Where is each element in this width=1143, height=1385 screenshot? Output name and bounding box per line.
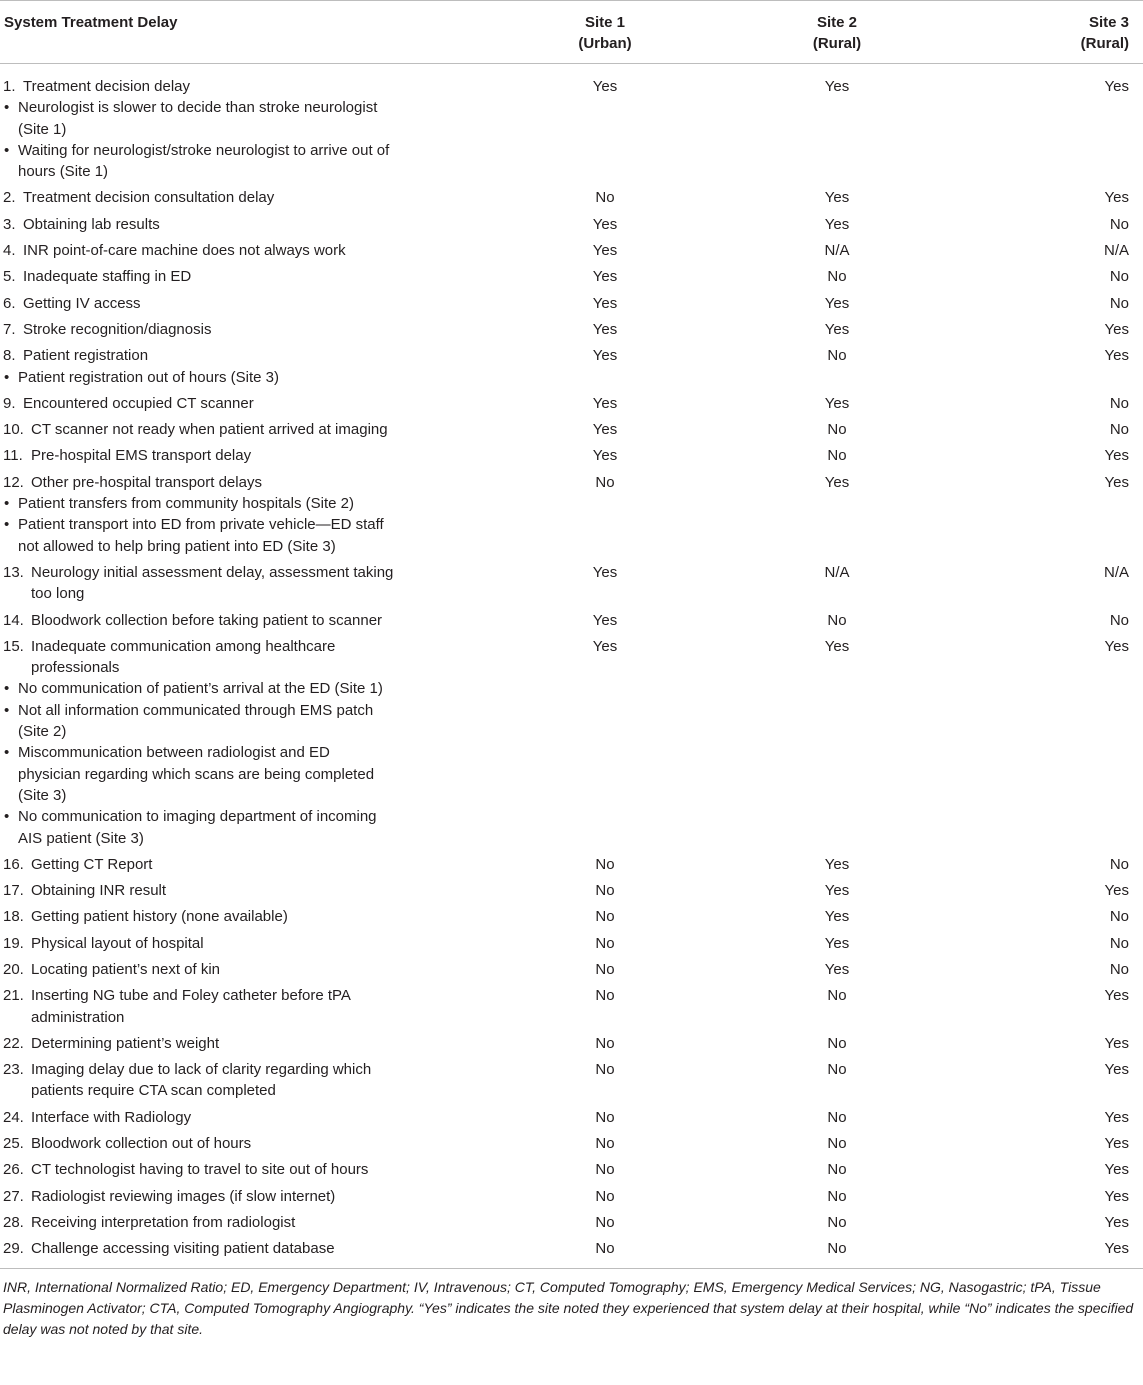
site-1-value: No: [595, 908, 615, 926]
bullet-text: Patient registration out of hours (Site 3): [18, 368, 279, 386]
delay-cell: [0, 293, 455, 319]
item-number: 18.: [3, 908, 24, 926]
site-1-value: Yes: [592, 637, 618, 655]
site-2-value: No: [827, 1213, 847, 1231]
table-row: [0, 240, 1143, 266]
table-row: [0, 1133, 1143, 1159]
site-1-value: Yes: [592, 268, 618, 286]
site-3-value: No: [1109, 215, 1129, 233]
bullet-item: [3, 493, 395, 514]
item-number: 28.: [3, 1213, 24, 1231]
bullet-icon: •: [4, 680, 10, 698]
delay-item: [3, 266, 395, 287]
item-text: Determining patient’s weight: [31, 1034, 220, 1052]
delay-item: [3, 985, 395, 1028]
item-number: 4.: [3, 242, 16, 260]
site-3-value: Yes: [1104, 189, 1129, 207]
table-row: [0, 1186, 1143, 1212]
item-text: Stroke recognition/diagnosis: [23, 320, 212, 338]
table-row: [0, 636, 1143, 854]
delay-item: [3, 906, 395, 927]
table-row: [0, 1159, 1143, 1185]
item-number: 7.: [3, 320, 16, 338]
item-text: Locating patient’s next of kin: [31, 960, 221, 978]
delay-item: [3, 636, 395, 679]
site-1-value: Yes: [592, 242, 618, 260]
bullet-icon: •: [4, 744, 10, 762]
delay-cell: [0, 959, 455, 985]
delay-cell: [0, 1186, 455, 1212]
delay-item: [3, 880, 395, 901]
site-1-value: Yes: [592, 320, 618, 338]
bullet-list: [3, 678, 395, 848]
delay-item: [3, 854, 395, 875]
delay-cell: [0, 345, 455, 393]
item-text: Obtaining INR result: [31, 882, 167, 900]
site-2-value: Yes: [824, 78, 850, 95]
site-2-value: No: [827, 1187, 847, 1205]
site-1-value: No: [595, 1061, 615, 1079]
table-row: [0, 64, 1143, 187]
delay-item: [3, 293, 395, 314]
table-row: [0, 345, 1143, 393]
delay-item: [3, 1133, 395, 1154]
table-row: [0, 1107, 1143, 1133]
item-number: 26.: [3, 1161, 24, 1179]
site-2-value: No: [827, 987, 847, 1005]
bullet-icon: •: [4, 516, 10, 534]
delay-item: [3, 319, 395, 340]
site-2-value: No: [827, 447, 847, 465]
item-text: CT scanner not ready when patient arrived at imaging: [31, 421, 388, 439]
delay-item: [3, 240, 395, 261]
header-site-1: Site 1 (Urban): [578, 14, 632, 52]
site-3-value: Yes: [1104, 1187, 1129, 1205]
bullet-list: [3, 493, 395, 557]
site-2-value: No: [827, 268, 847, 286]
site-2-value: No: [827, 1034, 847, 1052]
delay-item: [3, 345, 395, 366]
table-row: [0, 1033, 1143, 1059]
bullet-text: No communication to imaging department of incoming AIS patient (Site 3): [18, 808, 377, 847]
site-1-value: No: [595, 960, 615, 978]
site-2-value: Yes: [824, 882, 850, 900]
item-text: Radiologist reviewing images (if slow internet): [31, 1187, 336, 1205]
site-2-value: No: [827, 611, 847, 629]
item-number: 29.: [3, 1240, 24, 1258]
table-row: [0, 419, 1143, 445]
site-3-value: N/A: [1103, 563, 1129, 581]
site-1-value: No: [595, 1135, 615, 1153]
item-number: 17.: [3, 882, 24, 900]
table-row: [0, 1059, 1143, 1107]
site-3-value: No: [1109, 855, 1129, 873]
table-row: [0, 445, 1143, 471]
bullet-list: [3, 97, 395, 182]
bullet-text: Patient transfers from community hospitals (Site 2): [18, 495, 354, 513]
site-3-value: Yes: [1104, 447, 1129, 465]
site-3-value: No: [1109, 294, 1129, 312]
site-3-value: Yes: [1104, 1061, 1129, 1079]
item-number: 6.: [3, 294, 16, 312]
table-row: [0, 266, 1143, 292]
site-1-value: No: [595, 1187, 615, 1205]
item-text: INR point-of-care machine does not always work: [23, 242, 346, 260]
bullet-item: [3, 700, 395, 743]
delay-item: [3, 1107, 395, 1128]
bullet-text: No communication of patient’s arrival at the ED (Site 1): [18, 680, 383, 698]
table-row: [0, 562, 1143, 610]
delay-cell: [0, 880, 455, 906]
bullet-item: [3, 367, 395, 388]
delay-cell: [0, 906, 455, 932]
delay-item: [3, 1059, 395, 1102]
item-text: Physical layout of hospital: [31, 934, 204, 952]
delay-cell: [0, 472, 455, 562]
item-text: Receiving interpretation from radiologist: [31, 1213, 296, 1231]
delay-item: [3, 393, 395, 414]
site-2-value: No: [827, 347, 847, 365]
site-1-value: Yes: [592, 347, 618, 365]
delay-item: [3, 214, 395, 235]
item-text: Other pre-hospital transport delays: [31, 473, 262, 491]
site-2-value: Yes: [824, 934, 850, 952]
delay-cell: [0, 393, 455, 419]
site-2-value: No: [827, 1135, 847, 1153]
table-row: [0, 959, 1143, 985]
delay-item: [3, 187, 395, 208]
site-2-value: Yes: [824, 855, 850, 873]
site-1-value: Yes: [592, 563, 618, 581]
item-text: Bloodwork collection before taking patient to scanner: [31, 611, 383, 629]
item-number: 22.: [3, 1034, 24, 1052]
site-1-value: No: [595, 473, 615, 491]
table-row: [0, 610, 1143, 636]
site-2-value: Yes: [824, 215, 850, 233]
site-3-value: No: [1109, 934, 1129, 952]
bullet-text: Waiting for neurologist/stroke neurologist to arrive out of hours (Site 1): [18, 141, 390, 181]
delay-cell: [0, 985, 455, 1033]
item-number: 19.: [3, 934, 24, 952]
bullet-icon: •: [4, 99, 10, 117]
site-1-value: No: [595, 855, 615, 873]
delay-item: [3, 610, 395, 631]
item-text: Challenge accessing visiting patient database: [31, 1240, 335, 1258]
site-2-value: Yes: [824, 394, 850, 412]
delay-cell: [0, 1033, 455, 1059]
site-3-value: No: [1109, 960, 1129, 978]
delay-item: [3, 1238, 395, 1259]
bullet-item: [3, 806, 395, 849]
delay-item: [3, 445, 395, 466]
item-number: 23.: [3, 1061, 24, 1079]
item-text: Inserting NG tube and Foley catheter before tPA administration: [31, 987, 351, 1026]
site-2-value: Yes: [824, 637, 850, 655]
site-1-value: No: [595, 1213, 615, 1231]
site-3-value: No: [1109, 908, 1129, 926]
site-3-value: N/A: [1103, 242, 1129, 260]
site-2-value: No: [827, 1061, 847, 1079]
bullet-text: Miscommunication between radiologist and ED physician regarding which scans are being completed (Site 3): [18, 744, 375, 804]
item-text: Inadequate communication among healthcare professionals: [31, 637, 336, 677]
delay-cell: [0, 319, 455, 345]
item-number: 27.: [3, 1187, 24, 1205]
site-2-value: N/A: [824, 563, 850, 581]
delay-cell: [0, 1159, 455, 1185]
delay-cell: [0, 266, 455, 292]
item-text: CT technologist having to travel to site out of hours: [31, 1161, 369, 1179]
site-3-value: Yes: [1104, 1161, 1129, 1179]
table-row: [0, 906, 1143, 932]
site-1-value: No: [595, 987, 615, 1005]
site-2-value: No: [827, 421, 847, 439]
header-delay: System Treatment Delay: [4, 14, 178, 31]
item-text: Bloodwork collection out of hours: [31, 1135, 252, 1153]
delay-item: [3, 419, 395, 440]
item-text: Patient registration: [23, 347, 149, 365]
site-1-value: Yes: [592, 294, 618, 312]
site-3-value: Yes: [1104, 78, 1129, 95]
bullet-item: [3, 678, 395, 699]
site-1-value: Yes: [592, 78, 618, 95]
site-2-value: Yes: [824, 473, 850, 491]
item-text: Neurology initial assessment delay, assessment taking too long: [31, 563, 394, 603]
delay-item: [3, 1186, 395, 1207]
table-row: [0, 472, 1143, 562]
delay-cell: [0, 636, 455, 854]
bullet-list: [3, 367, 395, 388]
table-row: [0, 187, 1143, 213]
item-number: 15.: [3, 637, 24, 655]
site-2-value: No: [827, 1161, 847, 1179]
item-number: 16.: [3, 855, 24, 873]
item-text: Getting patient history (none available): [31, 908, 288, 926]
delay-item: [3, 1033, 395, 1054]
item-text: Getting IV access: [23, 294, 141, 312]
table-row: [0, 393, 1143, 419]
item-text: Getting CT Report: [31, 855, 153, 873]
site-1-value: No: [595, 1034, 615, 1052]
table-row: [0, 293, 1143, 319]
delay-cell: [0, 64, 455, 187]
delay-cell: [0, 419, 455, 445]
delay-item: [3, 933, 395, 954]
site-2-value: N/A: [824, 242, 850, 260]
header-site-3: Site 3 (Rural): [1080, 14, 1129, 52]
bullet-text: Patient transport into ED from private vehicle—ED staff not allowed to help bring patient into ED (Site 3): [18, 516, 384, 555]
table-row: [0, 214, 1143, 240]
delay-item: [3, 472, 395, 493]
item-number: 25.: [3, 1135, 24, 1153]
bullet-item: [3, 742, 395, 806]
site-2-value: No: [827, 1240, 847, 1258]
bullet-icon: •: [4, 368, 10, 386]
site-2-value: Yes: [824, 189, 850, 207]
site-3-value: Yes: [1104, 320, 1129, 338]
bullet-item: [3, 140, 395, 183]
table-row: [0, 1212, 1143, 1238]
site-1-value: Yes: [592, 447, 618, 465]
table-row: [0, 319, 1143, 345]
item-number: 9.: [3, 394, 16, 412]
table-row: [0, 880, 1143, 906]
site-3-value: Yes: [1104, 1034, 1129, 1052]
delay-cell: [0, 1238, 455, 1267]
item-number: 13.: [3, 563, 24, 581]
item-number: 5.: [3, 268, 16, 286]
item-text: Imaging delay due to lack of clarity regarding which patients require CTA scan completed: [31, 1061, 372, 1100]
item-text: Interface with Radiology: [31, 1108, 192, 1126]
bullet-text: Neurologist is slower to decide than stroke neurologist (Site 1): [18, 99, 378, 138]
site-2-value: Yes: [824, 320, 850, 338]
site-1-value: Yes: [592, 215, 618, 233]
delay-item: [3, 1212, 395, 1233]
bullet-icon: •: [4, 701, 10, 719]
site-3-value: No: [1109, 421, 1129, 439]
site-1-value: Yes: [592, 421, 618, 439]
item-text: Pre-hospital EMS transport delay: [31, 447, 252, 465]
site-3-value: Yes: [1104, 347, 1129, 365]
table-row: [0, 1238, 1143, 1267]
item-number: 12.: [3, 473, 24, 491]
delay-cell: [0, 933, 455, 959]
item-number: 2.: [3, 189, 16, 207]
bullet-icon: •: [4, 495, 10, 513]
site-3-value: No: [1109, 394, 1129, 412]
bullet-item: [3, 514, 395, 557]
footnote: INR, International Normalized Ratio; ED, Emergency Department; IV, Intravenous; CT, Computed Tomography; EMS, Emergency Medical Services; NG, Nasogastric; tPA, Tissue Plasminogen Activator; CTA, Computed Tomography Angiography. “Yes” indicates the site noted they experienced that system delay at their hospital, while “No” indicates the specified delay was not noted by that site.: [3, 1278, 1134, 1337]
delay-item: [3, 959, 395, 980]
delay-cell: [0, 1212, 455, 1238]
item-text: Obtaining lab results: [23, 215, 160, 233]
table-header: [0, 1, 1143, 64]
delay-item: [3, 562, 395, 605]
bullet-icon: •: [4, 808, 10, 826]
site-2-value: No: [827, 1108, 847, 1126]
site-3-value: Yes: [1104, 1240, 1129, 1258]
item-number: 21.: [3, 987, 24, 1005]
item-number: 11.: [3, 447, 23, 465]
table-row: [0, 933, 1143, 959]
bullet-text: Not all information communicated through EMS patch (Site 2): [18, 701, 374, 741]
site-3-value: Yes: [1104, 637, 1129, 655]
item-text: Inadequate staffing in ED: [23, 268, 192, 286]
site-1-value: No: [595, 882, 615, 900]
site-3-value: Yes: [1104, 1213, 1129, 1231]
delay-table: [0, 1, 1143, 1268]
item-number: 20.: [3, 960, 24, 978]
item-number: 3.: [3, 215, 16, 233]
site-3-value: Yes: [1104, 987, 1129, 1005]
site-2-value: Yes: [824, 960, 850, 978]
bullet-icon: •: [4, 141, 10, 159]
bullet-item: [3, 97, 395, 140]
delay-item: [3, 76, 395, 97]
site-2-value: Yes: [824, 908, 850, 926]
item-number: 14.: [3, 611, 24, 629]
item-number: 8.: [3, 347, 16, 365]
site-1-value: No: [595, 1240, 615, 1258]
delay-cell: [0, 562, 455, 610]
site-1-value: No: [595, 1108, 615, 1126]
site-3-value: No: [1109, 268, 1129, 286]
item-text: Encountered occupied CT scanner: [23, 394, 254, 412]
item-number: 10.: [3, 421, 24, 439]
table-row: [0, 985, 1143, 1033]
table-row: [0, 854, 1143, 880]
delay-cell: [0, 187, 455, 213]
delay-cell: [0, 240, 455, 266]
delay-cell: [0, 1107, 455, 1133]
site-3-value: Yes: [1104, 473, 1129, 491]
item-text: Treatment decision consultation delay: [23, 189, 275, 207]
site-1-value: No: [595, 1161, 615, 1179]
site-3-value: Yes: [1104, 882, 1129, 900]
delay-cell: [0, 1059, 455, 1107]
site-1-value: Yes: [592, 394, 618, 412]
item-number: 24.: [3, 1108, 24, 1126]
site-3-value: No: [1109, 611, 1129, 629]
item-number: 1.: [3, 78, 16, 95]
site-1-value: No: [595, 934, 615, 952]
site-2-value: Yes: [824, 294, 850, 312]
site-1-value: No: [595, 189, 615, 207]
delay-item: [3, 1159, 395, 1180]
site-3-value: Yes: [1104, 1135, 1129, 1153]
delay-cell: [0, 1133, 455, 1159]
site-3-value: Yes: [1104, 1108, 1129, 1126]
header-site-2: Site 2 (Rural): [812, 14, 862, 52]
delay-cell: [0, 445, 455, 471]
site-1-value: Yes: [592, 611, 618, 629]
table-body: [0, 64, 1143, 1268]
delay-cell: [0, 854, 455, 880]
delay-cell: [0, 214, 455, 240]
delay-cell: [0, 610, 455, 636]
item-text: Treatment decision delay: [23, 78, 191, 95]
